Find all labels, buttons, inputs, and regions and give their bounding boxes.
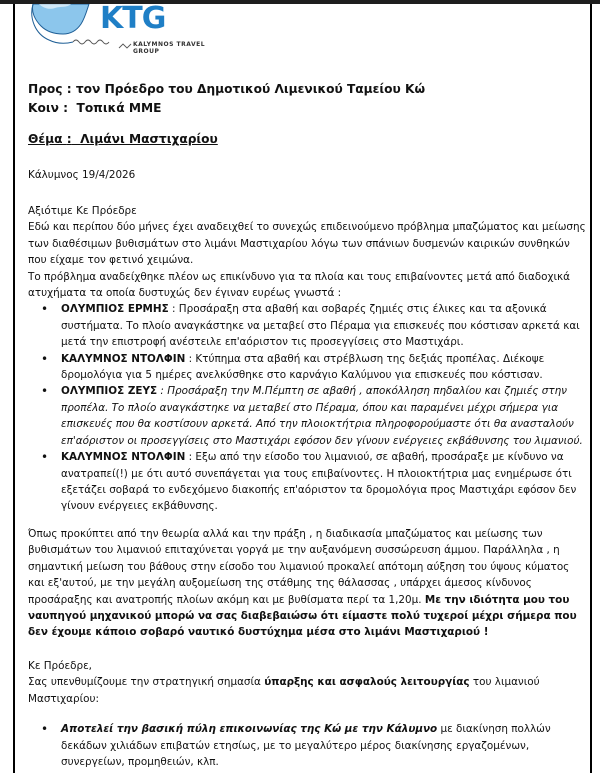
brand-name: KTG	[100, 1, 166, 36]
cc-line: Κοιν : Τοπικά ΜΜΕ	[28, 101, 162, 115]
date-line: Κάλυμνος 19/4/2026	[28, 169, 136, 181]
intro-paragraph: Εδώ και περίπου δύο μήνες έχει αναδειχθεί το συνεχώς επιδεινούμενο πρόβλημα μπαζώματος και μείωσης των διαθέσιμων βυθισμάτων στο λιμάνι Μαστιχαρίου λόγω των σπάνιων δυσμενών καιρικών συνθηκών που είχαμε τον φετινό χειμώνα.	[28, 221, 586, 267]
closing-salutation: Κε Πρόεδρε,	[28, 660, 92, 672]
subject-label: Θέμα	[28, 132, 63, 146]
analysis-emphasis: Με την ιδιότητα μου του ναυπηγού μηχανικού μπορώ να σας διαβεβαιώσω ότι είμαστε πολύ τυχεροί μέχρι σήμερα που δεν έχουμε κάποιο σοβαρό ναυτικό δυστύχημα μέσα στο λιμάνι Μαστιχαριού !	[28, 593, 577, 639]
closing-section	[28, 658, 588, 770]
salutation: Αξιότιμε Κε Πρόεδρε Εδώ και περίπου δύο μήνες έχει αναδειχθεί το συνεχώς επιδεινούμενο πρόβλημα μπαζώματος και μείωσης των διαθέσιμων βυθισμάτων στο λιμάνι Μαστιχαρίου λόγω των σπάνιων δυσμενών καιρικών συνθηκών που είχαμε τον φετινό χειμώνα. Το πρόβλημα αναδείχθηκε πλέον ως επικίνδυνο για τα πλοία και τους επιβαίνοντες μετά από διαδοχικά ατυχήματα τα οποία δυστυχώς δεν έγιναν ευρέως γνωστά : • ΟΛΥΜΠΙΟΣ ΕΡΜΗΣ : Προσάραξη στα αβαθή και σοβαρές ζημιές στις έλικες και τα αξονικά συστήματα. Το πλοίο αναγκάστηκε να μεταβεί στο Πέραμα για επισκευές που κόστισαν αρκετά και μετά την επιστροφή ανέστειλε επ'αόριστον τις προσεγγίσεις στο Μαστιχάρι. • ΚΑΛΥΜΝΟΣ ΝΤΟΛΦΙΝ : Κτύπημα στα αβαθή και στρέβλωση της δεξιάς προπέλας. Διέκοψε δρομολόγια για 5 ημέρες ανελκύσθηκε στο καρνάγιο Καλύμνου για επισκευές που κόστισαν. • ΟΛΥΜΠΙΟΣ ΖΕΥΣ : Προσάραξη την Μ.Πέμπτη σε αβαθή , αποκόλληση πηδαλίου και ζημιές στην προπέλα. Το πλοίο αναγκάστηκε να μεταβεί στο Πέραμα, όπου και παραμένει μέχρι σήμερα για επισκευές που θα κοστίσουν αρκετά. Από την πλοιοκτήτρια πληροφορούμαστε ότι θα ανασταλούν επ'αόριστον οι προσεγγίσεις στο Μαστιχάρι εφόσον δεν γίνουν ενέργειες εκβάθυνσης του λιμανιού. • ΚΑΛΥΜΝΟΣ ΝΤΟΛΦΙΝ : Εξω από την είσοδο του λιμανιού, σε αβαθή, προσάραξε με κίνδυνο να ανατραπεί(!) με ότι αυτό συνεπάγεται για τους επιβαίνοντες. Η πλοιοκτήτρια μας ενημέρωσε ότι εξετάζει σοβαρά το ενδεχόμενο διακοπής επ'αόριστον τα δρομολόγια προς Μαστιχάρι εφόσον δεν γίνουν ενέργειες εκβάθυνσης.	[28, 203, 588, 515]
letter-page	[13, 1, 592, 773]
analysis-paragraph: Όπως προκύπτει από την θεωρία αλλά και την πράξη , η διαδικασία μπαζώματος και μείωσης των βυθισμάτων του λιμανιού επιταχύνεται γοργά με την αυξανόμενη συσσώρευση άμμου. Παράλληλα , η σημαντική μείωση του βάθους στην είσοδο του λιμανιού προκαλεί απότομη αύξηση του ύψους κύματος και εξ'αυτού, με την μεγάλη αυξομείωση της στάθμης της θάλασσας , υπάρχει άμεσος κίνδυνος προσάραξης και ανατροπής πλοίων ακόμη και με βυθίσματα περί τα 1,20μ. Με την ιδιότητα μου του ναυπηγού μηχανικού μπορώ να σας διαβεβαιώσω ότι είμαστε πολύ τυχεροί μέχρι σήμερα που δεν έχουμε κάποιο σοβαρό ναυτικό δυστύχημα μέσα στο λιμάνι Μαστιχαριού !	[28, 528, 577, 639]
incident-item: • ΚΑΛΥΜΝΟΣ ΝΤΟΛΦΙΝ : Εξω από την είσοδο του λιμανιού, σε αβαθή, προσάραξε με κίνδυνο να ανατραπεί(!) με ότι αυτό συνεπάγεται για τους επιβαίνοντες. Η πλοιοκτήτρια μας ενημέρωσε ότι εξετάζει σοβαρά το ενδεχόμενο διακοπής επ'αόριστον τα δρομολόγια προς Μαστιχάρι εφόσον δεν γίνουν ενέργειες εκβάθυνσης.	[61, 449, 588, 515]
incident-item: • ΚΑΛΥΜΝΟΣ ΝΤΟΛΦΙΝ : Κτύπημα στα αβαθή και στρέβλωση της δεξιάς προπέλας. Διέκοψε δρομολόγια για 5 ημέρες ανελκύσθηκε στο καρνάγιο Καλύμνου για επισκευές που κόστισαν.	[61, 351, 588, 384]
problem-intro: Το πρόβλημα αναδείχθηκε πλέον ως επικίνδυνο για τα πλοία και τους επιβαίνοντες μετά από διαδοχικά ατυχήματα τα οποία δυστυχώς δεν έγιναν ευρέως γνωστά :	[28, 270, 571, 300]
recipient-value: τον Πρόεδρο του Δημοτικού Λιμενικού Ταμείου Κώ	[75, 82, 426, 96]
points-list	[28, 721, 588, 770]
subject-value: Λιμάνι Μαστιχαρίου	[80, 132, 218, 146]
company-logo	[29, 1, 229, 55]
cc-label: Κοιν	[28, 101, 59, 115]
point-item: • Αποτελεί την βασική πύλη επικοινωνίας της Κώ με την Κάλυμνο με διακίνηση πολλών δεκάδων χιλιάδων επιβατών ετησίως, με το μεγαλύτερο μέρος διακίνησης εργαζομένων, συνεργείων, προμηθειών, κλπ.	[61, 721, 588, 770]
cc-value: Τοπικά ΜΜΕ	[76, 101, 162, 115]
incident-item: • ΟΛΥΜΠΙΟΣ ΖΕΥΣ : Προσάραξη την Μ.Πέμπτη σε αβαθή , αποκόλληση πηδαλίου και ζημιές στην προπέλα. Το πλοίο αναγκάστηκε να μεταβεί στο Πέραμα, όπου και παραμένει μέχρι σήμερα για επισκευές που θα κοστίσουν αρκετά. Από την πλοιοκτήτρια πληροφορούμαστε ότι θα ανασταλούν επ'αόριστον οι προσεγγίσεις στο Μαστιχάρι εφόσον δεν γίνουν ενέργειες εκβάθυνσης του λιμανιού.	[61, 383, 588, 449]
recipient-label: Προς	[28, 82, 63, 96]
subject-line: Θέμα : Λιμάνι Μαστιχαρίου	[28, 132, 218, 146]
recipient-line: Προς : τον Πρόεδρο του Δημοτικού Λιμενικού Ταμείου Κώ	[28, 82, 426, 96]
incident-item: • ΟΛΥΜΠΙΟΣ ΕΡΜΗΣ : Προσάραξη στα αβαθή και σοβαρές ζημιές στις έλικες και τα αξονικά συστήματα. Το πλοίο αναγκάστηκε να μεταβεί στο Πέραμα για επισκευές που κόστισαν αρκετά και μετά την επιστροφή ανέστειλε επ'αόριστον τις προσεγγίσεις στο Μαστιχάρι.	[61, 301, 588, 350]
reminder-paragraph: Σας υπενθυμίζουμε την στρατηγική σημασία ύπαρξης και ασφαλούς λειτουργίας του λιμανιού Μαστιχαρίου:	[28, 676, 540, 705]
brand-subtitle: KALYMNOS TRAVEL GROUP	[133, 41, 206, 55]
incident-list	[28, 301, 588, 514]
